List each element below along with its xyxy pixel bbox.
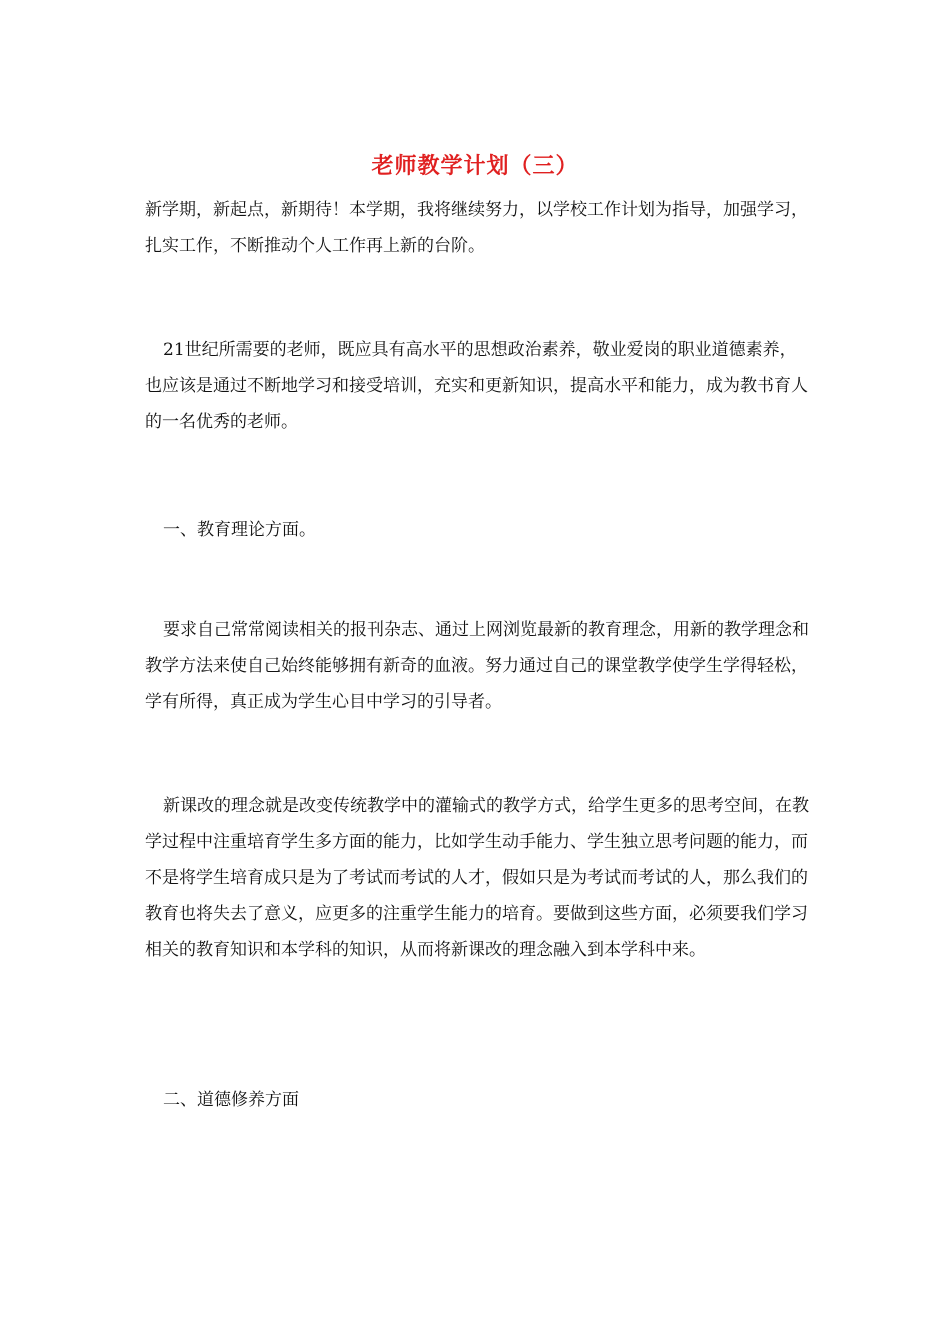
paragraph-intro: 新学期，新起点，新期待！本学期，我将继续努力，以学校工作计划为指导，加强学习，扎实工作，不断推动个人工作再上新的台阶。 <box>145 200 808 256</box>
section-heading-moral-cultivation: 二、道德修养方面 <box>163 1090 299 1110</box>
document-title: 老师教学计划（三） <box>371 153 579 179</box>
paragraph-teacher-21c: 21世纪所需要的老师，既应具有高水平的思想政治素养，敬业爱岗的职业道德素养，也应该是通过不断地学习和接受培训，充实和更新知识，提高水平和能力，成为教书育人的一名优秀的老师。 <box>145 340 808 432</box>
section-heading-education-theory: 一、教育理论方面。 <box>163 520 316 540</box>
paragraph-new-curriculum: 新课改的理念就是改变传统教学中的灌输式的教学方式，给学生更多的思考空间，在教学过程中注重培育学生多方面的能力，比如学生动手能力、学生独立思考问题的能力，而不是将学生培育成只是为了考试而考试的人才，假如只是为考试而考试的人，那么我们的教育也将失去了意义，应更多的注重学生能力的培育。要做到这些方面，必须要我们学习相关的教育知识和本学科的知识，从而将新课改的理念融入到本学科中来。 <box>145 796 809 960</box>
paragraph-reading: 要求自己常常阅读相关的报刊杂志、通过上网浏览最新的教育理念，用新的教学理念和教学方法来使自己始终能够拥有新奇的血液。努力通过自己的课堂教学使学生学得轻松，学有所得，真正成为学生心目中学习的引导者。 <box>145 620 809 712</box>
